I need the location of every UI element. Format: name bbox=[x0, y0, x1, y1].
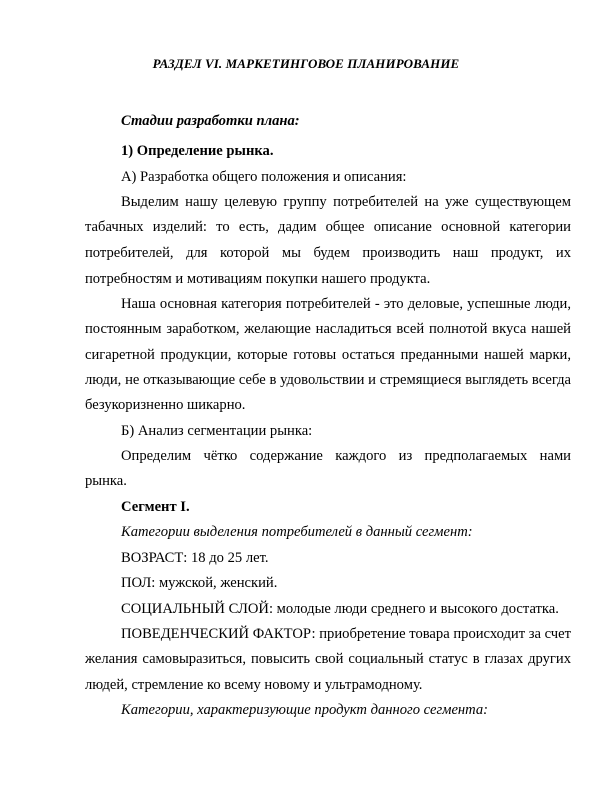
paragraph-2-line-3: сигаретной продукции, которые готовы остаться преданными нашей марки, bbox=[85, 347, 571, 363]
paragraph-2-line-5: безукоризненно шикарно. bbox=[85, 397, 246, 413]
age-line: ВОЗРАСТ: 18 до 25 лет. bbox=[121, 550, 269, 566]
step-1-heading: 1) Определение рынка. bbox=[121, 143, 274, 159]
segment-title: Сегмент I. bbox=[121, 499, 190, 515]
step-b-heading: Б) Анализ сегментации рынка: bbox=[121, 423, 313, 439]
paragraph-1-line-1: Выделим нашу целевую группу потребителей на уже существующем bbox=[121, 194, 571, 210]
behavior-line-3: людей, стремление ко всему новому и ультрамодному. bbox=[85, 677, 423, 693]
paragraph-3-line-2: рынка. bbox=[85, 473, 127, 489]
section-heading: РАЗДЕЛ VI. МАРКЕТИНГОВОЕ ПЛАНИРОВАНИЕ bbox=[152, 56, 460, 71]
paragraph-3-line-1: Определим чётко содержание каждого из предполагаемых нами bbox=[121, 448, 571, 464]
paragraph-1-line-3: потребителей, для которой мы будем производить наш продукт, их bbox=[85, 245, 571, 261]
paragraph-2-line-4: люди, не отказывающие себе в удовольствии и стремящиеся выглядеть всегда bbox=[85, 372, 571, 388]
social-line: СОЦИАЛЬНЫЙ СЛОЙ: молодые люди среднего и высокого достатка. bbox=[121, 601, 559, 617]
product-categories-heading: Категории, характеризующие продукт данного сегмента: bbox=[121, 702, 489, 718]
stages-title: Стадии разработки плана: bbox=[121, 113, 300, 129]
behavior-line-2: желания самовыразиться, повысить свой социальный статус в глазах других bbox=[85, 651, 571, 667]
paragraph-1-line-4: потребностям и мотивациям покупки нашего продукта. bbox=[85, 271, 431, 287]
paragraph-1-line-2: табачных изделий: то есть, дадим общее описание основной категории bbox=[85, 219, 571, 235]
segment-categories-heading: Категории выделения потребителей в данный сегмент: bbox=[121, 524, 473, 540]
paragraph-2-line-2: постоянным заработком, желающие насладиться всей полнотой вкуса нашей bbox=[85, 321, 571, 337]
behavior-line-1: ПОВЕДЕНЧЕСКИЙ ФАКТОР: приобретение товара происходит за счет bbox=[121, 626, 571, 642]
paragraph-2-line-1: Наша основная категория потребителей - это деловые, успешные люди, bbox=[121, 296, 571, 312]
gender-line: ПОЛ: мужской, женский. bbox=[121, 575, 278, 591]
step-a-heading: А) Разработка общего положения и описания: bbox=[121, 169, 407, 185]
